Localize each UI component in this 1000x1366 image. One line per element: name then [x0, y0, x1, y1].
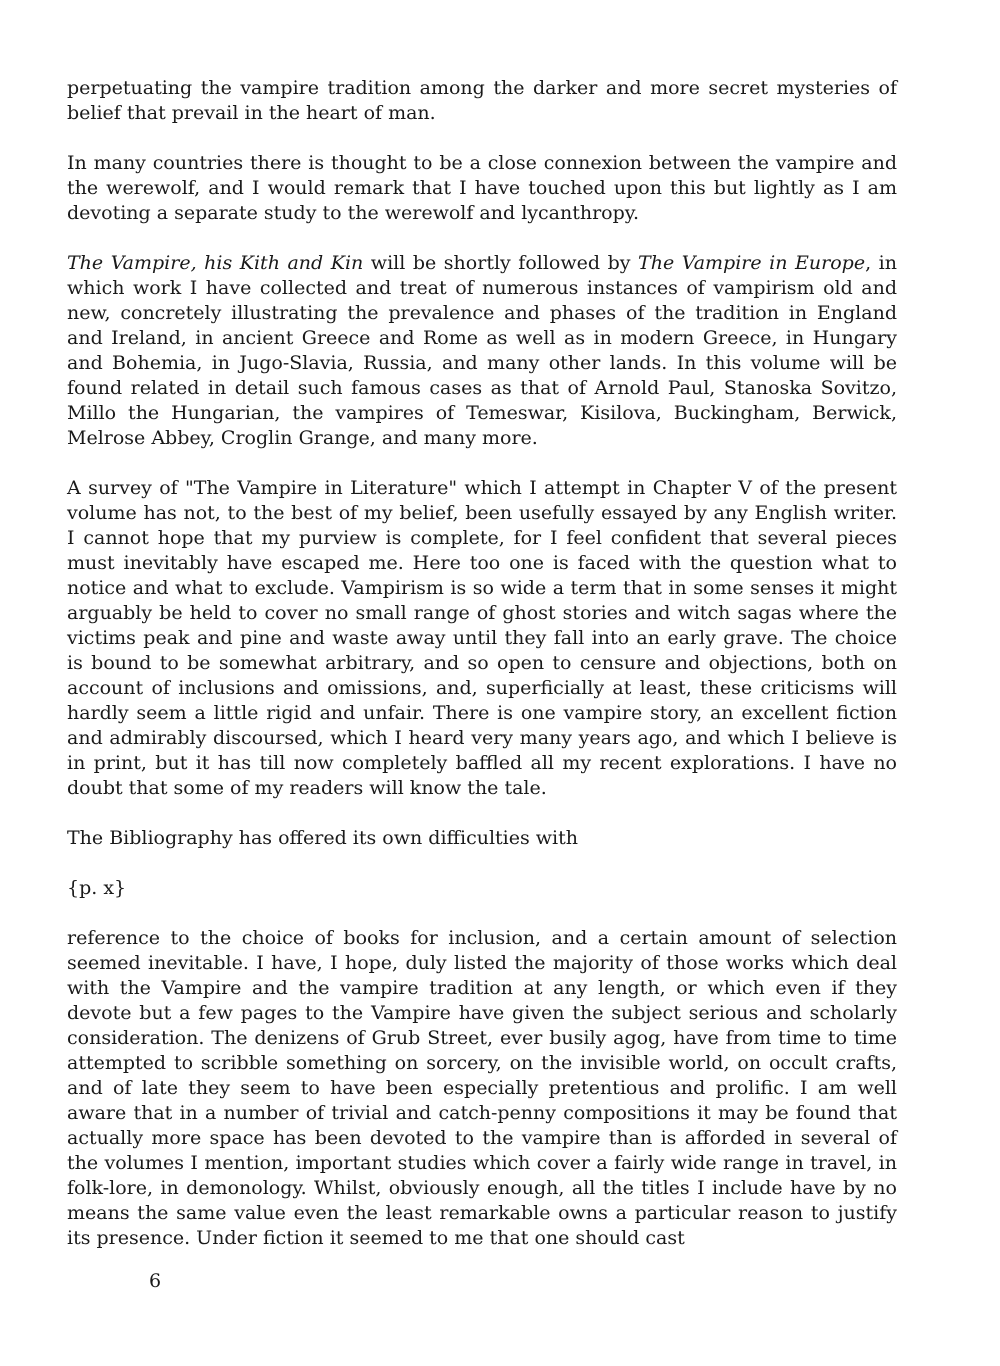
page-body: [67, 76, 897, 1276]
paragraph-1: perpetuating the vampire tradition among the darker and more secret mysteries of belief that prevail in the heart of man.: [67, 77, 897, 124]
paragraph-6: reference to the choice of books for inclusion, and a certain amount of selection seemed inevitable. I have, I hope, duly listed the majority of those works which deal with the Vampire and the vampire tradition at any length, or which even if they devote but a few pages to the Vampire have given the subject serious and scholarly consideration. The denizens of Grub Street, ever busily agog, have from time to time attempted to scribble something on sorcery, on the invisible world, on occult crafts, and of late they seem to have been especially pretentious and prolific. I am well aware that in a number of trivial and catch-penny compositions it may be found that actually more space has been devoted to the vampire than is afforded in several of the volumes I mention, important studies which cover a fairly wide range in travel, in folk-lore, in demonology. Whilst, obviously enough, all the titles I include have by no means the same value even the least remarkable owns a particular reason to justify its presence. Under fiction it seemed to me that one should cast: [67, 927, 897, 1249]
original-page-marker: {p. x}: [67, 877, 127, 899]
paragraph-5: The Bibliography has offered its own difficulties with: [67, 827, 579, 849]
paragraph-3-text-b: , in which work I have collected and treat of numerous instances of vampirism old and new, concretely illustrating the prevalence and phases of the tradition in England and Ireland, in ancient Greece and Rome as well as in modern Greece, in Hungary and Bohemia, in Jugo-Slavia, Russia, and many other lands. In this volume will be found related in detail such famous cases as that of Arnold Paul, Stanoska Sovitzo, Millo the Hungarian, the vampires of Temeswar, Kisilova, Buckingham, Berwick, Melrose Abbey, Croglin Grange, and many more.: [67, 252, 897, 449]
paragraph-4: A survey of "The Vampire in Literature" which I attempt in Chapter V of the present volume has not, to the best of my belief, been usefully essayed by any English writer. I cannot hope that my purview is complete, for I feel confident that several pieces must inevitably have escaped me. Here too one is faced with the question what to notice and what to exclude. Vampirism is so wide a term that in some senses it might arguably be held to cover no small range of ghost stories and witch sagas where the victims peak and pine and waste away until they fall into an early grave. The choice is bound to be somewhat arbitrary, and so open to censure and objections, both on account of inclusions and omissions, and, superficially at least, these criticisms will hardly seem a little rigid and unfair. There is one vampire story, an excellent fiction and admirably discoursed, which I heard very many years ago, and which I believe is in print, but it has till now completely baffled all my recent explorations. I have no doubt that some of my readers will know the tale.: [67, 477, 897, 799]
paragraph-3: [67, 251, 897, 451]
page-number: 6: [149, 1270, 162, 1292]
book-title-kith-and-kin: The Vampire, his Kith and Kin: [67, 252, 364, 274]
book-title-vampire-in-europe: The Vampire in Europe: [638, 252, 866, 274]
paragraph-2: In many countries there is thought to be a close connexion between the vampire and the werewolf, and I would remark that I have touched upon this but lightly as I am devoting a separate study to the werewolf and lycanthropy.: [67, 152, 897, 224]
paragraph-3-text-a: will be shortly followed by: [363, 252, 639, 274]
